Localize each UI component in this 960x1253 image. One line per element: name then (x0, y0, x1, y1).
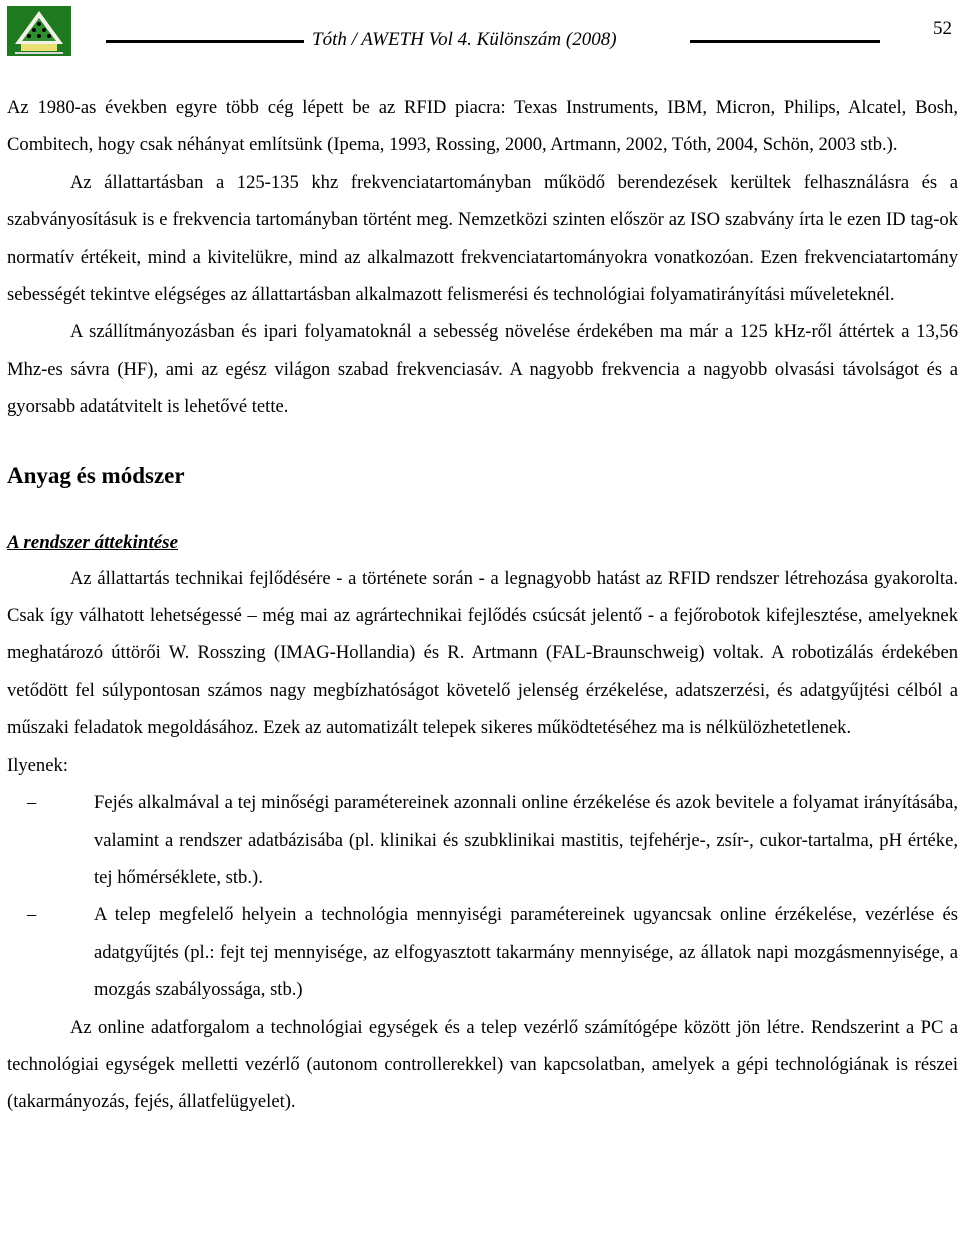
header-rule-left (106, 40, 304, 43)
list-item (7, 784, 958, 896)
bullet-dash: – (27, 904, 37, 926)
list-item (7, 896, 958, 1008)
paragraph-animal-husbandry: Az állattartásban a 125-135 khz frekvenciatartományban működő berendezések kerültek felhasználásra és a szabványosításuk is e frekvencia tartományban történt meg. Nemzetközi szinten először az ISO szabvány írta le ezen ID tag-ok normatív értékeit, mind a kivitelükre, mind az alkalmazott frekvenciatartományokra vonatkozóan. Ezen frekvenciatartomány sebességét tekintve elégséges az állattartásban alkalmazott felismerési és technológiai folyamatirányítási műveleteknél. (7, 171, 958, 306)
article-body (7, 89, 958, 1121)
bullet-dash: – (27, 792, 37, 814)
journal-title: Tóth / AWETH Vol 4. Különszám (2008) (312, 29, 617, 50)
bullet-list (7, 784, 958, 1008)
section-heading: Anyag és módszer (7, 462, 185, 488)
header-rule-right (690, 40, 880, 43)
paragraph-rfid-market: Az 1980-as években egyre több cég lépett be az RFID piacra: Texas Instruments, IBM, Micron, Philips, Alcatel, Bosh, Combitech, hogy csak néhányat említsünk (Ipema, 1993, Rossing, 2000, Artmann, 2002, Tóth, 2004, Schön, 2003 stb.). (7, 97, 958, 156)
paragraph-online-traffic: Az online adatforgalom a technológiai egységek és a telep vezérlő számítógépe között jön létre. Rendszerint a PC a technológiai egységek melletti vezérlő (autonom controllerekkel) van kapcsolatban, amelyek a gépi technológiának is részei (takarmányozás, fejés, állatfelügyelet). (7, 1016, 958, 1113)
bullet-text: Fejés alkalmával a tej minőségi paramétereinek azonnali online érzékelése és azok bevitele a folyamat irányításába, valamint a rendszer adatbázisába (pl. klinikai és szubklinikai mastitis, tejfehérje-, zsír-, cukor-tartalma, pH értéke, tej hőmérséklete, stb.). (94, 792, 958, 888)
paragraph-overview: Az állattartás technikai fejlődésére - a története során - a legnagyobb hatást az RFID rendszer létrehozása gyakorolta. Csak így válhatott lehetségessé – még mai az agrártechnikai fejlődés csúcsát jelentő - a fejőrobotok kifejlesztése, amelyeknek meghatározó úttörői W. Rosszing (IMAG-Hollandia) és R. Artmann (FAL-Braunschweig) voltak. A robotizálás érdekében vetődött fel súlypontosan számos nagy megbízhatóságot követelő jelenség érzékelése, adatszerzési, és adatgyűjtési célból a műszaki feladatok megoldásához. Ezek az automatizált telepek sikeres működtetéséhez ma is nélkülözhetetlenek. (7, 567, 958, 739)
paragraph-transport: A szállítmányozásban és ipari folyamatoknál a sebesség növelése érdekében ma már a 125 kHz-ről áttértek a 13,56 Mhz-es sávra (HF), ami az egész világon szabad frekvenciasáv. A nagyobb frekvencia a nagyobb olvasási távolságot és a gyorsabb adatátvitelt is lehetővé tette. (7, 321, 958, 418)
bullet-text: A telep megfelelő helyein a technológia mennyiségi paramétereinek ugyancsak online érzékelése, vezérlése és adatgyűjtés (pl.: fejt tej mennyisége, az elfogyasztott takarmány mennyisége, az állatok napi mozgásmennyisége, a mozgás szabályossága, stb.) (94, 904, 958, 1001)
paragraph-ilyenek: Ilyenek: (7, 754, 68, 776)
page-number: 52 (933, 18, 952, 39)
journal-logo (7, 6, 71, 56)
subsection-heading: A rendszer áttekintése (7, 531, 179, 553)
